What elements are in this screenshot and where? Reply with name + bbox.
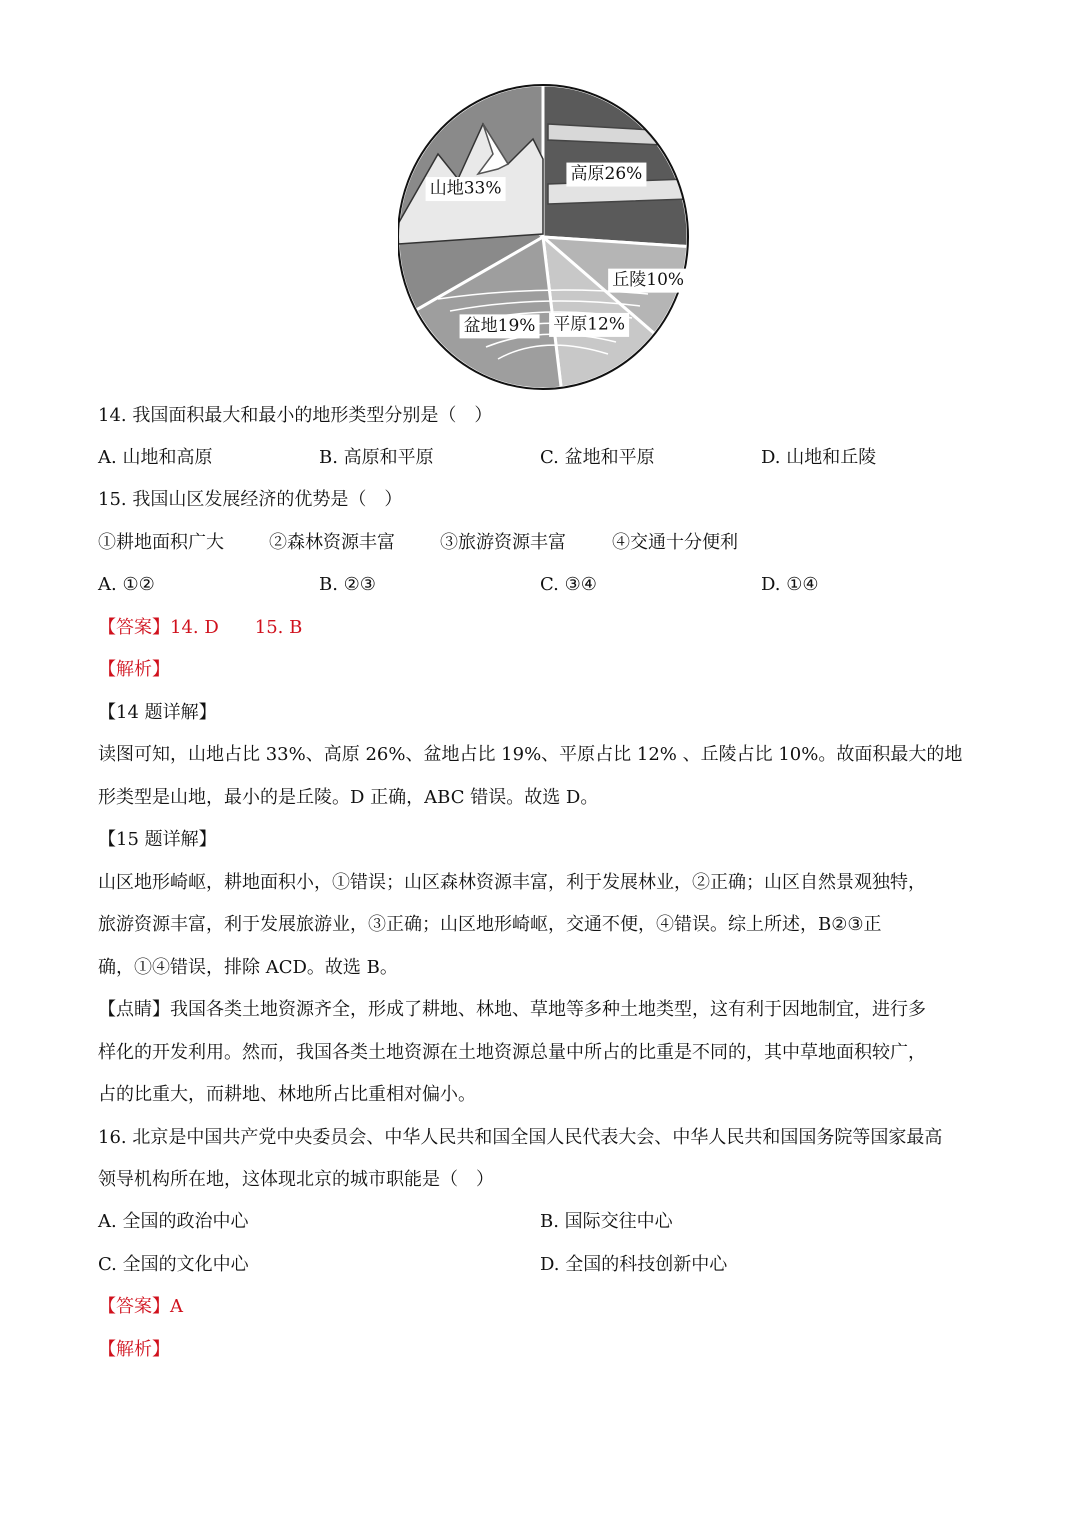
analysis-heading-1: 【解析】 bbox=[98, 659, 170, 680]
q16-option-d: D. 全国的科技创新中心 bbox=[540, 1254, 728, 1275]
analysis-heading-2: 【解析】 bbox=[98, 1339, 170, 1360]
pie-label-text: 高原26% bbox=[570, 164, 643, 185]
q16-option-a: A. 全国的政治中心 bbox=[98, 1211, 249, 1232]
pie-label-text: 盆地19% bbox=[463, 315, 536, 336]
q15-option-a: A. ①② bbox=[98, 574, 155, 595]
q15-statement-4: ④交通十分便利 bbox=[612, 532, 738, 553]
detail-15-line: 确，①④错误，排除 ACD。故选 B。 bbox=[98, 957, 398, 978]
q15-stem: 15. 我国山区发展经济的优势是（ ） bbox=[98, 489, 403, 510]
detail-15-line: 山区地形崎岖，耕地面积小，①错误；山区森林资源丰富，利于发展林业，②正确；山区自然景观独特， bbox=[98, 872, 926, 893]
terrain-pie-figure bbox=[398, 84, 692, 390]
q15-statement-2: ②森林资源丰富 bbox=[269, 532, 395, 553]
q16-option-b: B. 国际交往中心 bbox=[540, 1211, 673, 1232]
q16-stem-line: 16. 北京是中国共产党中央委员会、中华人民共和国全国人民代表大会、中华人民共和国国务院等国家最高 bbox=[98, 1127, 943, 1148]
pie-label-盆地 bbox=[460, 314, 540, 338]
q15-option-c: C. ③④ bbox=[540, 574, 597, 595]
detail-14-line: 读图可知，山地占比 33%、高原 26%、盆地占比 19%、平原占比 12% 、丘陵占比 10%。故面积最大的地 bbox=[98, 744, 963, 765]
answer-14-15: 【答案】14. D 15. B bbox=[98, 617, 303, 638]
pie-label-丘陵 bbox=[608, 269, 688, 293]
q15-statement-3: ③旅游资源丰富 bbox=[440, 532, 566, 553]
q15-option-b: B. ②③ bbox=[319, 574, 376, 595]
pie-label-text: 平原12% bbox=[553, 314, 626, 335]
detail-15-title: 【15 题详解】 bbox=[98, 829, 217, 850]
pie-label-高原 bbox=[566, 163, 646, 187]
q14-option-b: B. 高原和平原 bbox=[319, 447, 434, 468]
q14-option-a: A. 山地和高原 bbox=[98, 447, 213, 468]
pie-label-text: 丘陵10% bbox=[612, 270, 685, 291]
q14-stem: 14. 我国面积最大和最小的地形类型分别是（ ） bbox=[98, 405, 493, 426]
q16-stem-line: 领导机构所在地，这体现北京的城市职能是（ ） bbox=[98, 1169, 494, 1190]
detail-14-line: 形类型是山地，最小的是丘陵。D 正确，ABC 错误。故选 D。 bbox=[98, 787, 599, 808]
detail-15-line: 旅游资源丰富，利于发展旅游业，③正确；山区地形崎岖，交通不便，④错误。综上所述，B②③正 bbox=[98, 914, 882, 935]
pie-label-text: 山地33% bbox=[429, 178, 502, 199]
detail-14-title: 【14 题详解】 bbox=[98, 702, 217, 723]
pie-label-平原 bbox=[549, 313, 629, 337]
tip-line: 【点睛】我国各类土地资源齐全，形成了耕地、林地、草地等多种土地类型，这有利于因地制宜，进行多 bbox=[98, 999, 926, 1020]
q16-option-c: C. 全国的文化中心 bbox=[98, 1254, 249, 1275]
q14-option-d: D. 山地和丘陵 bbox=[761, 447, 877, 468]
pie-label-山地 bbox=[426, 177, 506, 201]
q14-option-c: C. 盆地和平原 bbox=[540, 447, 655, 468]
terrain-pie-chart bbox=[398, 84, 692, 390]
answer-16: 【答案】A bbox=[98, 1296, 183, 1317]
tip-line: 占的比重大，而耕地、林地所占比重相对偏小。 bbox=[98, 1084, 476, 1105]
q15-option-d: D. ①④ bbox=[761, 574, 819, 595]
q15-statement-1: ①耕地面积广大 bbox=[98, 532, 224, 553]
tip-line: 样化的开发利用。然而，我国各类土地资源在土地资源总量中所占的比重是不同的，其中草地面积较广， bbox=[98, 1042, 926, 1063]
